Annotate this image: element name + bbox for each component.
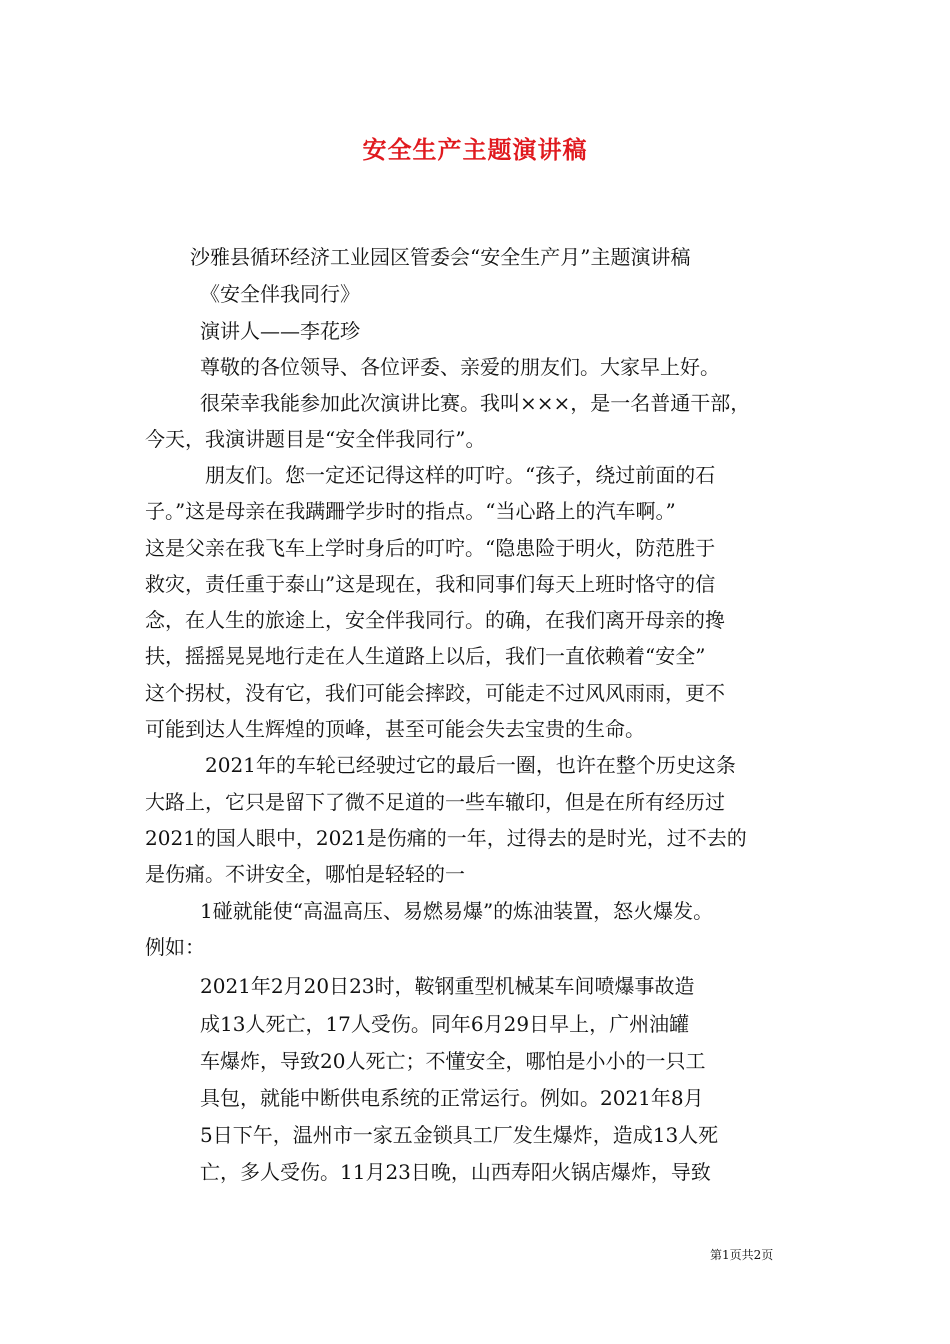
text-line: 这是父亲在我飞车上学时身后的叮咛。“隐患险于明火，防范胜于 xyxy=(145,536,716,560)
text-line: 子。”这是母亲在我蹒跚学步时的指点。“当心路上的汽车啊。” xyxy=(145,499,676,523)
text-line: 沙雅县循环经济工业园区管委会“安全生产月”主题演讲稿 xyxy=(190,245,691,269)
text-line: 救灾，责任重于泰山”这是现在，我和同事们每天上班时恪守的信 xyxy=(145,572,716,596)
text-line: 具包，就能中断供电系统的正常运行。例如。2021年8月 xyxy=(200,1086,704,1110)
text-line: 大路上，它只是留下了微不足道的一些车辙印，但是在所有经历过 xyxy=(145,790,725,814)
text-line: 念，在人生的旅途上，安全伴我同行。的确，在我们离开母亲的搀 xyxy=(145,608,725,632)
text-line: 2021年的车轮已经驶过它的最后一圈，也许在整个历史这条 xyxy=(205,753,736,777)
text-line: 亡，多人受伤。11月23日晚，山西寿阳火锅店爆炸，导致 xyxy=(200,1160,711,1184)
text-line: 演讲人——李花珍 xyxy=(200,319,360,343)
text-line: 这个拐杖，没有它，我们可能会摔跤，可能走不过风风雨雨，更不 xyxy=(145,681,725,705)
text-line: 尊敬的各位领导、各位评委、亲爱的朋友们。大家早上好。 xyxy=(200,355,720,379)
text-line: 《安全伴我同行》 xyxy=(200,282,360,306)
text-line: 可能到达人生辉煌的顶峰，甚至可能会失去宝贵的生命。 xyxy=(145,717,645,741)
text-line: 2021的国人眼中，2021是伤痛的一年，过得去的是时光，过不去的 xyxy=(145,826,747,850)
page-number: 第1页共2页 xyxy=(710,1248,774,1262)
text-line: 成13人死亡，17人受伤。同年6月29日早上，广州油罐 xyxy=(200,1012,690,1036)
text-line: 扶，摇摇晃晃地行走在人生道路上以后，我们一直依赖着“安全” xyxy=(145,644,706,668)
document-title: 安全生产主题演讲稿 xyxy=(362,135,588,164)
text-line: 5日下午，温州市一家五金锁具工厂发生爆炸，造成13人死 xyxy=(200,1123,719,1147)
text-line: 很荣幸我能参加此次演讲比赛。我叫×××，是一名普通干部， xyxy=(200,391,751,415)
text-line: 朋友们。您一定还记得这样的叮咛。“孩子，绕过前面的石 xyxy=(205,463,716,487)
text-line: 2021年2月20日23时，鞍钢重型机械某车间喷爆事故造 xyxy=(200,974,695,998)
text-line: 车爆炸，导致20人死亡；不懂安全，哪怕是小小的一只工 xyxy=(200,1049,706,1073)
text-line: 例如： xyxy=(145,935,205,959)
text-line: 今天，我演讲题目是“安全伴我同行”。 xyxy=(145,427,486,451)
text-line: 1碰就能使“高温高压、易燃易爆”的炼油装置，怒火爆发。 xyxy=(200,899,714,923)
text-line: 是伤痛。不讲安全，哪怕是轻轻的一 xyxy=(145,862,465,886)
